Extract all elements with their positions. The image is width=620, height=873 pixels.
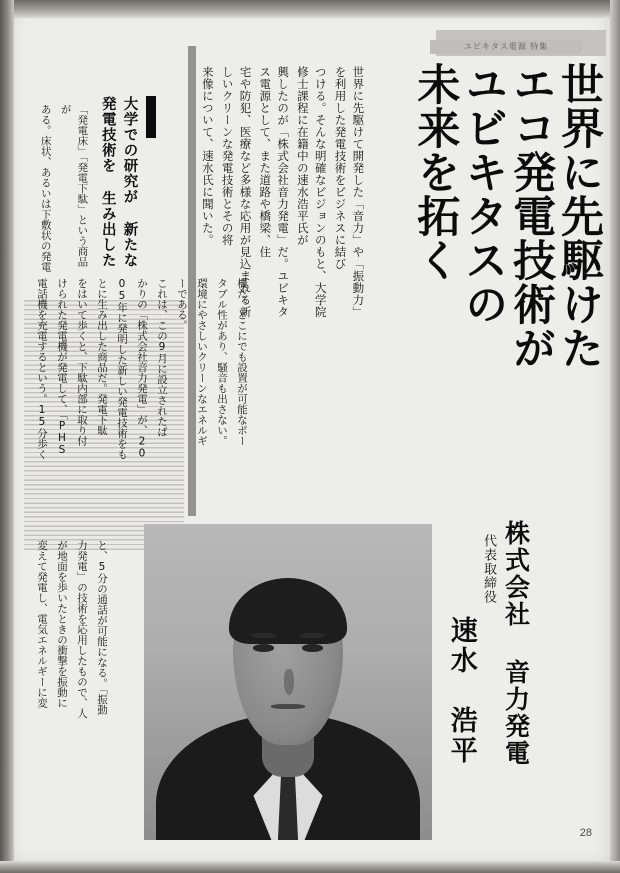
photo-eyebrow-left <box>251 633 277 638</box>
lead-column-3: 興したのが「株式会社音力発電」だ。ユビキタス電源として、また道路や橋梁、住 <box>258 66 291 318</box>
header-band-text: ユビキタス電源 特集 <box>463 42 549 51</box>
scan-edge-left <box>0 0 14 873</box>
mid-body-column-3: とに生み出した商品だ。発電下駄 <box>96 278 108 436</box>
header-band <box>430 40 582 54</box>
photo-nose <box>284 669 294 694</box>
headline-line-4: 未来を拓く <box>410 62 461 282</box>
low-body-block <box>30 540 110 840</box>
mid-body-block <box>30 278 250 538</box>
headline <box>409 62 604 392</box>
mid-body-right-column-5: これは、この9月に設立されたば <box>156 278 168 437</box>
kicker-text: 大学での研究が 新たな発電技術を 生み出した <box>99 96 138 268</box>
photo-eye-left <box>253 644 273 652</box>
lead-column-1: 世界に先駆けて開発した「音力」や「振動力」を利用した発電技術をビジネスに結び <box>333 66 366 318</box>
body-left-column-1: ある。床状、あるいは下敷状の発電 <box>39 104 52 272</box>
low-body-column-3: が地面を歩いたときの衝撃を振動に <box>56 540 68 708</box>
low-body-column-1: と、5分の通話が可能になる。「振動 <box>96 540 108 715</box>
scan-edge-right <box>610 0 620 873</box>
lead-column-5: 来像について、速水氏に聞いた。 <box>200 66 215 246</box>
kicker-rule <box>146 96 156 138</box>
mid-body-column-2: 05年に発明した新しい発電技術をも <box>116 278 128 460</box>
mid-body-right-column-2: タブル性があり、騒音も出さない。 <box>216 278 228 446</box>
headline-line-2: エコ発電技術が <box>506 62 557 370</box>
mid-body-right-column-1: 機だ。どこにでも設置が可能なポー <box>236 278 248 446</box>
scan-edge-top <box>0 0 620 18</box>
photo-mouth <box>271 704 306 709</box>
headline-line-3: ユビキタスの <box>458 62 509 326</box>
interviewee-role: 代表取締役 <box>480 534 496 604</box>
mid-body-column-5: けられた発電機が発電して、「PHS <box>56 278 68 456</box>
low-body-column-2: 力発電」の技術を応用したもので、人 <box>76 540 88 719</box>
interviewee-name-block <box>436 520 529 820</box>
portrait-photo <box>144 524 432 840</box>
lead-column-2: つける。そんな明確なビジョンのもと、大学院修士課程に在籍中の速水浩平氏が <box>295 66 328 318</box>
page-number: 28 <box>579 827 592 839</box>
lead-column-4: 宅や防犯、医療など多様な応用が見込まれる新しいクリーンな発電技術とその将 <box>220 66 253 318</box>
body-left-block <box>34 104 90 274</box>
low-body-column-4: 変えて発電し、電気エネルギーに変 <box>36 540 48 708</box>
photo-eyebrow-right <box>300 633 326 638</box>
interviewee-company: 株式会社 音力発電 <box>501 520 531 767</box>
photo-eye-right <box>302 644 322 652</box>
scan-edge-bottom <box>0 861 620 873</box>
mid-body-column-4: をはいて歩くと、下駄内部に取り付 <box>76 278 88 446</box>
mid-body-column-1: かりの「株式会社音力発電」が、20 <box>136 278 148 460</box>
mid-body-right-column-3: 環境にやさしいクリーンなエネルギ <box>196 278 208 446</box>
body-left-column-2: 「発電床」「発電下駄」という商品が <box>59 104 89 267</box>
headline-line-1: 世界に先駆けた <box>554 62 604 370</box>
kicker-block <box>96 96 156 272</box>
mid-body-right-column-4: ーである。 <box>176 278 188 331</box>
mid-body-column-6: 電話機を充電するという。15分歩く <box>36 278 48 460</box>
interviewee-name: 速水 浩平 <box>445 616 477 766</box>
